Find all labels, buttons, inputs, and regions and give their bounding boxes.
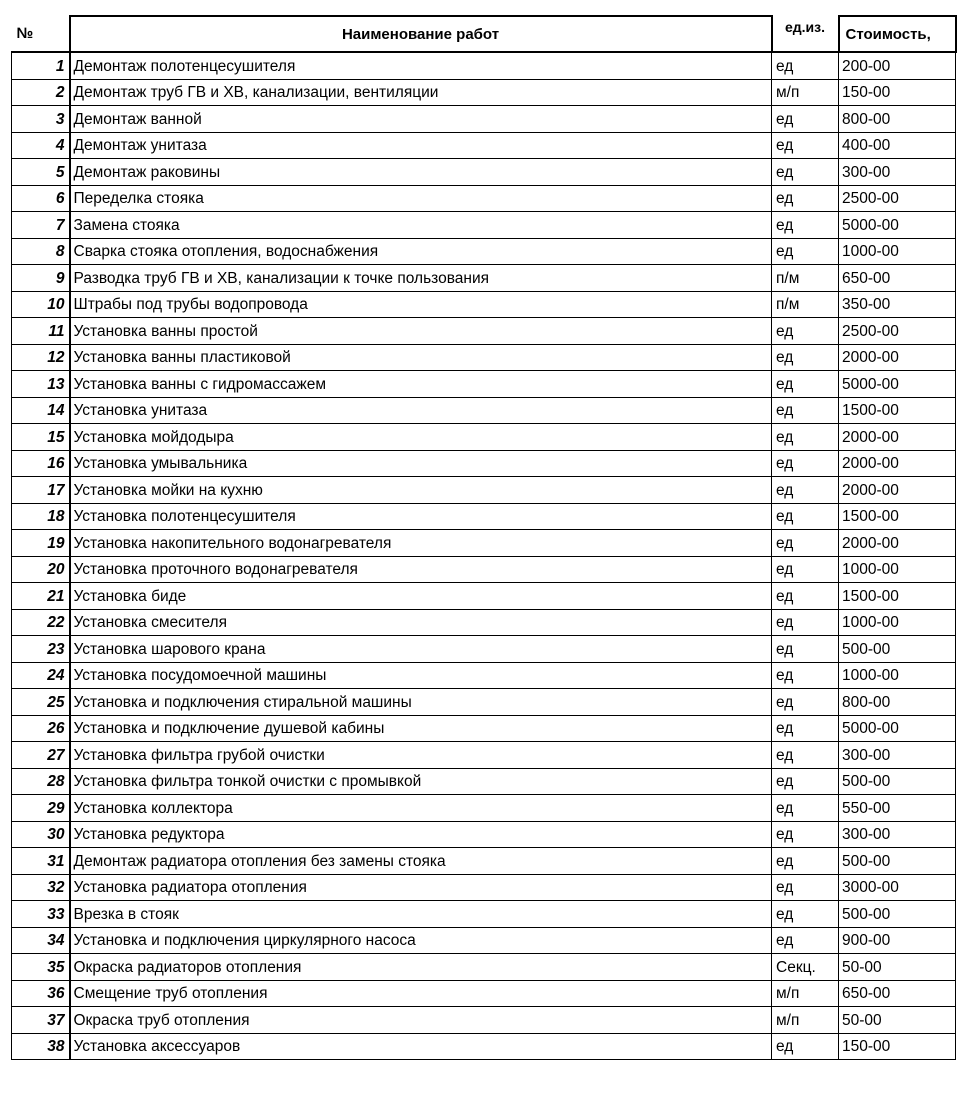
unit-of-measure: ед <box>772 424 839 451</box>
row-number: 14 <box>12 397 70 424</box>
work-name: Смещение труб отопления <box>70 980 772 1007</box>
row-number: 5 <box>12 159 70 186</box>
unit-of-measure: ед <box>772 530 839 557</box>
cost-value: 2500-00 <box>839 185 956 212</box>
table-row <box>12 874 956 901</box>
table-row <box>12 662 956 689</box>
row-number: 3 <box>12 106 70 133</box>
work-name: Окраска труб отопления <box>70 1007 772 1034</box>
row-number: 29 <box>12 795 70 822</box>
table-row <box>12 689 956 716</box>
cost-value: 2000-00 <box>839 477 956 504</box>
work-name: Демонтаж унитаза <box>70 132 772 159</box>
cost-value: 150-00 <box>839 1033 956 1060</box>
row-number: 13 <box>12 371 70 398</box>
work-name: Установка и подключения стиральной машины <box>70 689 772 716</box>
row-number: 25 <box>12 689 70 716</box>
unit-of-measure: ед <box>772 874 839 901</box>
table-header-row <box>12 16 956 52</box>
unit-of-measure: ед <box>772 159 839 186</box>
header-number: № <box>12 16 70 52</box>
work-name: Установка и подключение душевой кабины <box>70 715 772 742</box>
table-row <box>12 795 956 822</box>
table-row <box>12 79 956 106</box>
cost-value: 2000-00 <box>839 344 956 371</box>
row-number: 28 <box>12 768 70 795</box>
table-row <box>12 530 956 557</box>
unit-of-measure: ед <box>772 1033 839 1060</box>
unit-of-measure: ед <box>772 583 839 610</box>
cost-value: 50-00 <box>839 954 956 981</box>
work-name: Установка биде <box>70 583 772 610</box>
table-row <box>12 980 956 1007</box>
table-row <box>12 901 956 928</box>
cost-value: 500-00 <box>839 848 956 875</box>
cost-value: 400-00 <box>839 132 956 159</box>
work-name: Установка накопительного водонагревателя <box>70 530 772 557</box>
unit-of-measure: ед <box>772 795 839 822</box>
work-name: Установка фильтра тонкой очистки с промывкой <box>70 768 772 795</box>
work-name: Разводка труб ГВ и ХВ, канализации к точке пользования <box>70 265 772 292</box>
unit-of-measure: м/п <box>772 79 839 106</box>
work-name: Установка посудомоечной машины <box>70 662 772 689</box>
unit-of-measure: п/м <box>772 265 839 292</box>
work-name: Переделка стояка <box>70 185 772 212</box>
row-number: 38 <box>12 1033 70 1060</box>
table-row <box>12 397 956 424</box>
cost-value: 2000-00 <box>839 424 956 451</box>
row-number: 8 <box>12 238 70 265</box>
work-name: Установка коллектора <box>70 795 772 822</box>
table-row <box>12 715 956 742</box>
unit-of-measure: ед <box>772 52 839 79</box>
unit-of-measure: м/п <box>772 980 839 1007</box>
work-name: Установка ванны пластиковой <box>70 344 772 371</box>
table-row <box>12 556 956 583</box>
unit-of-measure: ед <box>772 556 839 583</box>
cost-value: 550-00 <box>839 795 956 822</box>
work-name: Установка унитаза <box>70 397 772 424</box>
cost-value: 5000-00 <box>839 715 956 742</box>
table-row <box>12 503 956 530</box>
cost-value: 800-00 <box>839 689 956 716</box>
table-row <box>12 450 956 477</box>
unit-of-measure: м/п <box>772 1007 839 1034</box>
table-row <box>12 291 956 318</box>
unit-of-measure: ед <box>772 212 839 239</box>
header-cost: Стоимость, <box>839 16 956 52</box>
work-name: Врезка в стояк <box>70 901 772 928</box>
cost-value: 2000-00 <box>839 450 956 477</box>
row-number: 23 <box>12 636 70 663</box>
unit-of-measure: ед <box>772 768 839 795</box>
row-number: 10 <box>12 291 70 318</box>
cost-value: 1500-00 <box>839 397 956 424</box>
unit-of-measure: ед <box>772 477 839 504</box>
table-row <box>12 583 956 610</box>
cost-value: 300-00 <box>839 742 956 769</box>
row-number: 34 <box>12 927 70 954</box>
table-row <box>12 742 956 769</box>
row-number: 2 <box>12 79 70 106</box>
table-row <box>12 318 956 345</box>
row-number: 21 <box>12 583 70 610</box>
cost-value: 1500-00 <box>839 503 956 530</box>
price-list-table <box>11 15 957 1060</box>
cost-value: 650-00 <box>839 980 956 1007</box>
row-number: 6 <box>12 185 70 212</box>
cost-value: 1000-00 <box>839 556 956 583</box>
table-row <box>12 185 956 212</box>
work-name: Установка радиатора отопления <box>70 874 772 901</box>
cost-value: 1000-00 <box>839 238 956 265</box>
work-name: Демонтаж раковины <box>70 159 772 186</box>
unit-of-measure: ед <box>772 318 839 345</box>
row-number: 37 <box>12 1007 70 1034</box>
unit-of-measure: ед <box>772 927 839 954</box>
table-row <box>12 1033 956 1060</box>
work-name: Установка проточного водонагревателя <box>70 556 772 583</box>
cost-value: 500-00 <box>839 901 956 928</box>
table-row <box>12 477 956 504</box>
work-name: Установка смесителя <box>70 609 772 636</box>
table-row <box>12 371 956 398</box>
row-number: 30 <box>12 821 70 848</box>
unit-of-measure: ед <box>772 742 839 769</box>
unit-of-measure: ед <box>772 821 839 848</box>
unit-of-measure: ед <box>772 185 839 212</box>
table-row <box>12 768 956 795</box>
table-row <box>12 954 956 981</box>
cost-value: 800-00 <box>839 106 956 133</box>
row-number: 4 <box>12 132 70 159</box>
row-number: 35 <box>12 954 70 981</box>
table-row <box>12 265 956 292</box>
cost-value: 5000-00 <box>839 371 956 398</box>
unit-of-measure: Секц. <box>772 954 839 981</box>
unit-of-measure: ед <box>772 662 839 689</box>
unit-of-measure: ед <box>772 609 839 636</box>
work-name: Демонтаж труб ГВ и ХВ, канализации, вентиляции <box>70 79 772 106</box>
table-row <box>12 106 956 133</box>
unit-of-measure: ед <box>772 132 839 159</box>
row-number: 19 <box>12 530 70 557</box>
row-number: 9 <box>12 265 70 292</box>
row-number: 20 <box>12 556 70 583</box>
cost-value: 650-00 <box>839 265 956 292</box>
row-number: 27 <box>12 742 70 769</box>
work-name: Штрабы под трубы водопровода <box>70 291 772 318</box>
cost-value: 300-00 <box>839 821 956 848</box>
work-name: Установка умывальника <box>70 450 772 477</box>
unit-of-measure: п/м <box>772 291 839 318</box>
work-name: Установка ванны с гидромассажем <box>70 371 772 398</box>
work-name: Демонтаж радиатора отопления без замены стояка <box>70 848 772 875</box>
work-name: Установка фильтра грубой очистки <box>70 742 772 769</box>
cost-value: 50-00 <box>839 1007 956 1034</box>
header-work-name: Наименование работ <box>70 16 772 52</box>
row-number: 24 <box>12 662 70 689</box>
table-row <box>12 927 956 954</box>
unit-of-measure: ед <box>772 901 839 928</box>
unit-of-measure: ед <box>772 715 839 742</box>
row-number: 33 <box>12 901 70 928</box>
cost-value: 200-00 <box>839 52 956 79</box>
cost-value: 1500-00 <box>839 583 956 610</box>
table-row <box>12 1007 956 1034</box>
cost-value: 2000-00 <box>839 530 956 557</box>
work-name: Окраска радиаторов отопления <box>70 954 772 981</box>
unit-of-measure: ед <box>772 450 839 477</box>
work-name: Демонтаж ванной <box>70 106 772 133</box>
unit-of-measure: ед <box>772 848 839 875</box>
work-name: Демонтаж полотенцесушителя <box>70 52 772 79</box>
cost-value: 350-00 <box>839 291 956 318</box>
table-row <box>12 159 956 186</box>
row-number: 7 <box>12 212 70 239</box>
table-row <box>12 212 956 239</box>
row-number: 26 <box>12 715 70 742</box>
unit-of-measure: ед <box>772 344 839 371</box>
work-name: Установка шарового крана <box>70 636 772 663</box>
work-name: Установка аксессуаров <box>70 1033 772 1060</box>
unit-of-measure: ед <box>772 689 839 716</box>
cost-value: 1000-00 <box>839 609 956 636</box>
row-number: 16 <box>12 450 70 477</box>
table-row <box>12 52 956 79</box>
cost-value: 150-00 <box>839 79 956 106</box>
row-number: 12 <box>12 344 70 371</box>
row-number: 1 <box>12 52 70 79</box>
unit-of-measure: ед <box>772 106 839 133</box>
row-number: 22 <box>12 609 70 636</box>
table-row <box>12 132 956 159</box>
row-number: 36 <box>12 980 70 1007</box>
row-number: 17 <box>12 477 70 504</box>
cost-value: 500-00 <box>839 768 956 795</box>
row-number: 31 <box>12 848 70 875</box>
table-row <box>12 238 956 265</box>
unit-of-measure: ед <box>772 238 839 265</box>
unit-of-measure: ед <box>772 371 839 398</box>
row-number: 18 <box>12 503 70 530</box>
row-number: 15 <box>12 424 70 451</box>
work-name: Установка ванны простой <box>70 318 772 345</box>
table-row <box>12 848 956 875</box>
unit-of-measure: ед <box>772 397 839 424</box>
work-name: Установка мойки на кухню <box>70 477 772 504</box>
table-row <box>12 344 956 371</box>
unit-of-measure: ед <box>772 636 839 663</box>
work-name: Установка и подключения циркулярного насоса <box>70 927 772 954</box>
work-name: Установка редуктора <box>70 821 772 848</box>
row-number: 11 <box>12 318 70 345</box>
cost-value: 2500-00 <box>839 318 956 345</box>
cost-value: 500-00 <box>839 636 956 663</box>
work-name: Сварка стояка отопления, водоснабжения <box>70 238 772 265</box>
work-name: Замена стояка <box>70 212 772 239</box>
cost-value: 300-00 <box>839 159 956 186</box>
work-name: Установка полотенцесушителя <box>70 503 772 530</box>
row-number: 32 <box>12 874 70 901</box>
cost-value: 900-00 <box>839 927 956 954</box>
cost-value: 5000-00 <box>839 212 956 239</box>
table-row <box>12 821 956 848</box>
work-name: Установка мойдодыра <box>70 424 772 451</box>
table-row <box>12 636 956 663</box>
header-unit: ед.из. <box>772 16 839 52</box>
unit-of-measure: ед <box>772 503 839 530</box>
table-row <box>12 609 956 636</box>
price-list-sheet <box>11 15 955 1060</box>
cost-value: 1000-00 <box>839 662 956 689</box>
table-row <box>12 424 956 451</box>
cost-value: 3000-00 <box>839 874 956 901</box>
